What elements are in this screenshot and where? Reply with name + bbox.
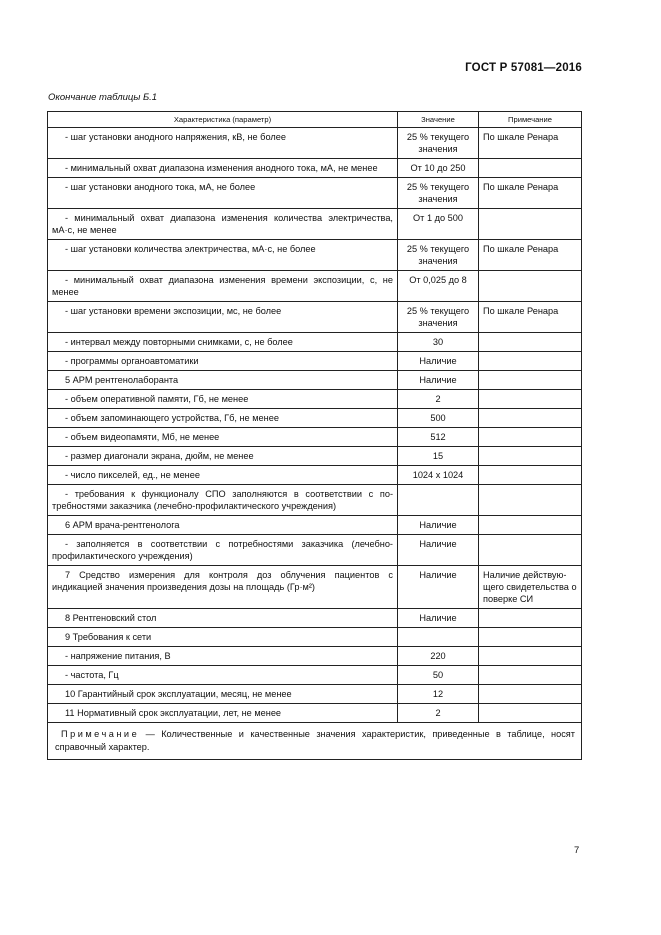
note-cell <box>479 352 582 371</box>
parameter-text: - частота, Гц <box>65 670 119 680</box>
note-cell <box>479 209 582 240</box>
parameter-cell <box>48 240 398 271</box>
table-row <box>48 178 582 209</box>
table-row <box>48 209 582 240</box>
note-cell <box>479 390 582 409</box>
parameter-text: - интервал между повторными снимками, с, не более <box>65 337 293 347</box>
parameter-text: - напряжение питания, В <box>65 651 171 661</box>
table-footnote-row <box>48 723 582 760</box>
value-cell: 25 % текущего значения <box>398 240 479 271</box>
parameter-cell <box>48 485 398 516</box>
parameter-text: - объем видеопамяти, Мб, не менее <box>65 432 220 442</box>
table-caption: Окончание таблицы Б.1 <box>48 92 158 103</box>
parameter-cell <box>48 333 398 352</box>
table-row <box>48 371 582 390</box>
table-row <box>48 409 582 428</box>
parameter-text: - минимальный охват диапазона изменения количества электричества, мА·с, не менее <box>52 213 393 235</box>
parameter-cell <box>48 447 398 466</box>
parameter-cell <box>48 428 398 447</box>
parameter-cell <box>48 302 398 333</box>
note-cell: По шкале Ренара <box>479 178 582 209</box>
column-header-value: Значение <box>398 112 479 128</box>
parameter-text: 8 Рентгеновский стол <box>65 613 157 623</box>
parameter-text: - заполняется в соответствии с потребностями заказчика (лечебно-профилактического учреждения) <box>52 539 393 561</box>
table-row <box>48 447 582 466</box>
note-cell <box>479 666 582 685</box>
value-cell: 15 <box>398 447 479 466</box>
value-cell: 25 % текущего значения <box>398 128 479 159</box>
note-cell <box>479 628 582 647</box>
table-row <box>48 466 582 485</box>
table-row <box>48 302 582 333</box>
parameter-cell <box>48 209 398 240</box>
parameter-text: 7 Средство измерения для контроля доз облучения пациентов с индикацией значения произведения дозы на площадь (Гр·м²) <box>52 570 393 592</box>
parameter-text: - объем запоминающего устройства, Гб, не менее <box>65 413 279 423</box>
page-number: 7 <box>574 845 580 856</box>
value-cell: 50 <box>398 666 479 685</box>
value-cell: 1024 x 1024 <box>398 466 479 485</box>
table-row <box>48 516 582 535</box>
table-row <box>48 271 582 302</box>
table-row <box>48 428 582 447</box>
parameter-text: - шаг установки анодного напряжения, кВ, не более <box>65 132 286 142</box>
value-cell: 25 % текущего значения <box>398 178 479 209</box>
value-cell: Наличие <box>398 352 479 371</box>
note-cell <box>479 371 582 390</box>
note-cell <box>479 271 582 302</box>
note-cell: По шкале Ренара <box>479 128 582 159</box>
note-cell <box>479 485 582 516</box>
parameter-text: 11 Нормативный срок эксплуатации, лет, не менее <box>65 708 282 718</box>
parameter-cell <box>48 271 398 302</box>
note-cell <box>479 159 582 178</box>
footnote-label: Примечание <box>61 729 140 739</box>
table-row <box>48 666 582 685</box>
table-footnote <box>48 723 582 760</box>
parameter-cell <box>48 566 398 609</box>
parameter-text: - шаг установки времени экспозиции, мс, не более <box>65 306 282 316</box>
table-row <box>48 352 582 371</box>
parameter-text: - программы органоавтоматики <box>65 356 199 366</box>
value-cell: Наличие <box>398 371 479 390</box>
table-row <box>48 390 582 409</box>
parameter-text: 10 Гарантийный срок эксплуатации, месяц, не менее <box>65 689 292 699</box>
parameter-text: - объем оперативной памяти, Гб, не менее <box>65 394 249 404</box>
parameter-text: 9 Требования к сети <box>65 632 152 642</box>
note-cell: По шкале Ренара <box>479 240 582 271</box>
value-cell: 512 <box>398 428 479 447</box>
note-cell <box>479 333 582 352</box>
value-cell: Наличие <box>398 566 479 609</box>
parameter-cell <box>48 128 398 159</box>
value-cell: От 10 до 250 <box>398 159 479 178</box>
value-cell: 220 <box>398 647 479 666</box>
table-header-row <box>48 112 582 128</box>
parameter-cell <box>48 371 398 390</box>
table-row <box>48 628 582 647</box>
table-row <box>48 566 582 609</box>
note-cell <box>479 409 582 428</box>
parameter-text: - шаг установки количества электричества, мА·с, не более <box>65 244 316 254</box>
table-row <box>48 704 582 723</box>
table-row <box>48 685 582 704</box>
note-cell: Наличие действующего свидетельства о поверке СИ <box>479 566 582 609</box>
note-cell <box>479 685 582 704</box>
value-cell: 25 % текущего значения <box>398 302 479 333</box>
note-cell <box>479 428 582 447</box>
table-row <box>48 128 582 159</box>
value-cell: 2 <box>398 704 479 723</box>
note-cell <box>479 447 582 466</box>
note-cell <box>479 516 582 535</box>
column-header-note: Примечание <box>479 112 582 128</box>
parameter-cell <box>48 704 398 723</box>
parameter-cell <box>48 409 398 428</box>
parameter-cell <box>48 159 398 178</box>
note-cell: По шкале Ренара <box>479 302 582 333</box>
parameter-cell <box>48 390 398 409</box>
table-row <box>48 485 582 516</box>
value-cell: Наличие <box>398 535 479 566</box>
parameter-text: - минимальный охват диапазона изменения времени экспозиции, с, не менее <box>52 275 393 297</box>
value-cell <box>398 628 479 647</box>
value-cell: Наличие <box>398 609 479 628</box>
parameter-cell <box>48 466 398 485</box>
parameter-text: - минимальный охват диапазона изменения анодного тока, мА, не менее <box>65 163 378 173</box>
table-row <box>48 240 582 271</box>
parameter-cell <box>48 647 398 666</box>
parameter-cell <box>48 628 398 647</box>
parameter-text: - шаг установки анодного тока, мА, не более <box>65 182 256 192</box>
table-row <box>48 535 582 566</box>
parameter-text: 5 АРМ рентгенолаборанта <box>65 375 179 385</box>
note-cell <box>479 535 582 566</box>
parameter-text: - число пикселей, ед., не менее <box>65 470 200 480</box>
value-cell: 30 <box>398 333 479 352</box>
value-cell: 500 <box>398 409 479 428</box>
footnote-text: — Количественные и качественные значения характеристик, приведенные в таблице, носят справочный характер. <box>55 729 575 752</box>
value-cell: 2 <box>398 390 479 409</box>
parameter-cell <box>48 516 398 535</box>
value-cell: Наличие <box>398 516 479 535</box>
parameter-cell <box>48 685 398 704</box>
table-row <box>48 647 582 666</box>
parameter-cell <box>48 609 398 628</box>
parameter-text: - размер диагонали экрана, дюйм, не менее <box>65 451 254 461</box>
parameter-cell <box>48 352 398 371</box>
parameter-cell <box>48 178 398 209</box>
table-row <box>48 333 582 352</box>
table-row <box>48 159 582 178</box>
value-cell <box>398 485 479 516</box>
note-cell <box>479 466 582 485</box>
parameter-cell <box>48 666 398 685</box>
parameter-text: 6 АРМ врача-рентгенолога <box>65 520 180 530</box>
value-cell: От 0,025 до 8 <box>398 271 479 302</box>
column-header-parameter: Характеристика (параметр) <box>48 112 398 128</box>
parameter-cell <box>48 535 398 566</box>
note-cell <box>479 647 582 666</box>
table-row <box>48 609 582 628</box>
parameter-text: - требования к функционалу СПО заполняются в соответствии с потребностями заказчика (лечебно-профилактического учреждения) <box>52 489 393 511</box>
note-cell <box>479 609 582 628</box>
value-cell: От 1 до 500 <box>398 209 479 240</box>
spec-table <box>47 111 582 760</box>
note-cell <box>479 704 582 723</box>
document-code: ГОСТ Р 57081—2016 <box>465 62 582 74</box>
value-cell: 12 <box>398 685 479 704</box>
